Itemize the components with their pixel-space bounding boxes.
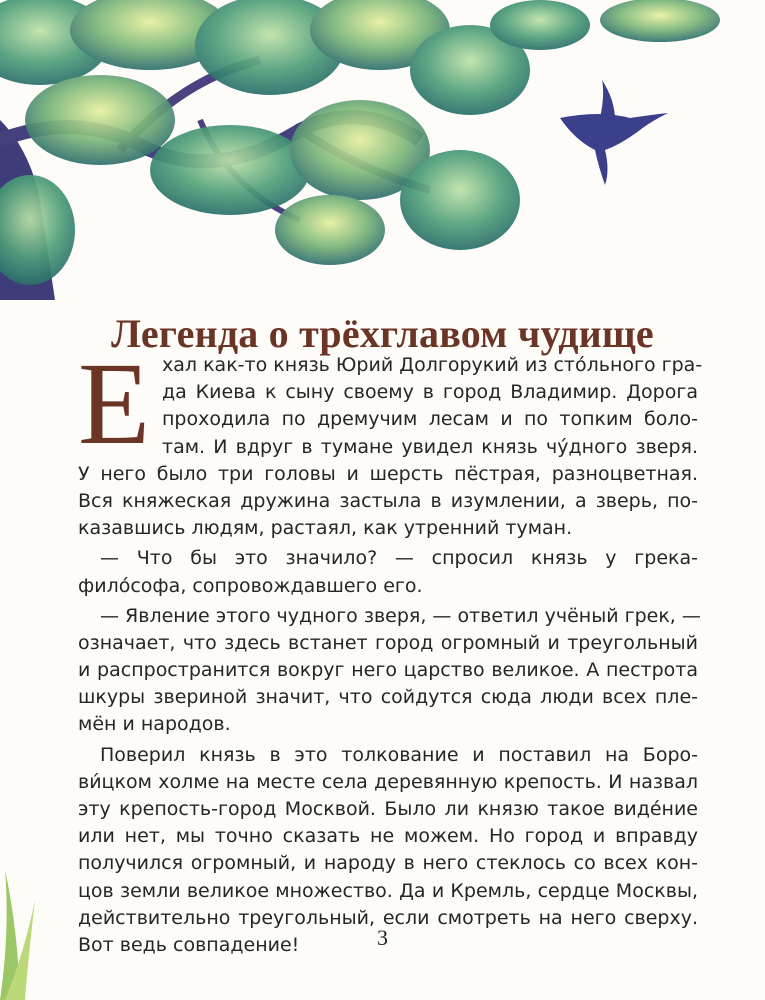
- text-line: мён и народов.: [78, 713, 231, 736]
- text-line: Поверил князь в это толкование и поставил на Боро-: [100, 743, 698, 766]
- story-text: [78, 338, 703, 959]
- page-title: Легенда о трёхглавом чудище: [111, 310, 654, 356]
- text-line: ви́цком холме на месте села деревянную крепость. И назвал: [78, 770, 698, 793]
- text-line: цов земли великое множество. Да и Кремль, сердце Москвы,: [78, 879, 698, 902]
- text-line: эту крепость-город Москвой. Было ли князю такое виде́ние: [78, 798, 698, 820]
- text-line: да Киева к сыну своему в город Владимир. Дорога: [162, 381, 698, 404]
- text-line: проходила по дремучим лесам и по топким боло-: [162, 408, 698, 431]
- text-line: Вся княжеская дружина застыла в изумлении, а зверь, по-: [78, 489, 698, 512]
- text-line: — Что бы это значило? — спросил князь у грека-: [100, 547, 698, 570]
- paragraph: [78, 338, 703, 542]
- drop-cap: Е: [78, 338, 151, 469]
- paragraph: [78, 545, 698, 599]
- text-line: или нет, мы точно сказать не можем. Но город и вправду: [78, 825, 698, 848]
- text-line: фило́софа, сопровождавшего его.: [78, 574, 423, 597]
- text-line: означает, что здесь встанет город огромный и треугольный: [78, 631, 698, 654]
- text-line: получился огромный, и народу в него стеклось со всех кон-: [78, 852, 698, 875]
- text-line: казавшись людям, растаял, как утренний туман.: [78, 517, 573, 540]
- text-line: шкуры звериной значит, что сойдутся сюда люди всех пле-: [78, 686, 698, 709]
- text-line: хал как-то князь Юрий Долгорукий из сто́льного гра-: [162, 354, 703, 376]
- text-line: и распространится вокруг него царство великое. А пестрота: [78, 659, 698, 682]
- tree-and-bird-illustration: [0, 0, 765, 300]
- text-line: У него было три головы и шерсть пёстрая, разноцветная.: [78, 462, 698, 485]
- text-line: там. И вдруг в тумане увидел князь чу́дного зверя.: [162, 435, 698, 458]
- paragraph: [78, 603, 701, 739]
- text-line: Вот ведь совпадение!: [78, 933, 300, 956]
- text-line: действительно треугольный, если смотреть на него сверху.: [78, 906, 698, 929]
- page-number: 3: [377, 925, 388, 950]
- text-line: — Явление этого чудного зверя, — ответил учёный грек, —: [100, 604, 701, 627]
